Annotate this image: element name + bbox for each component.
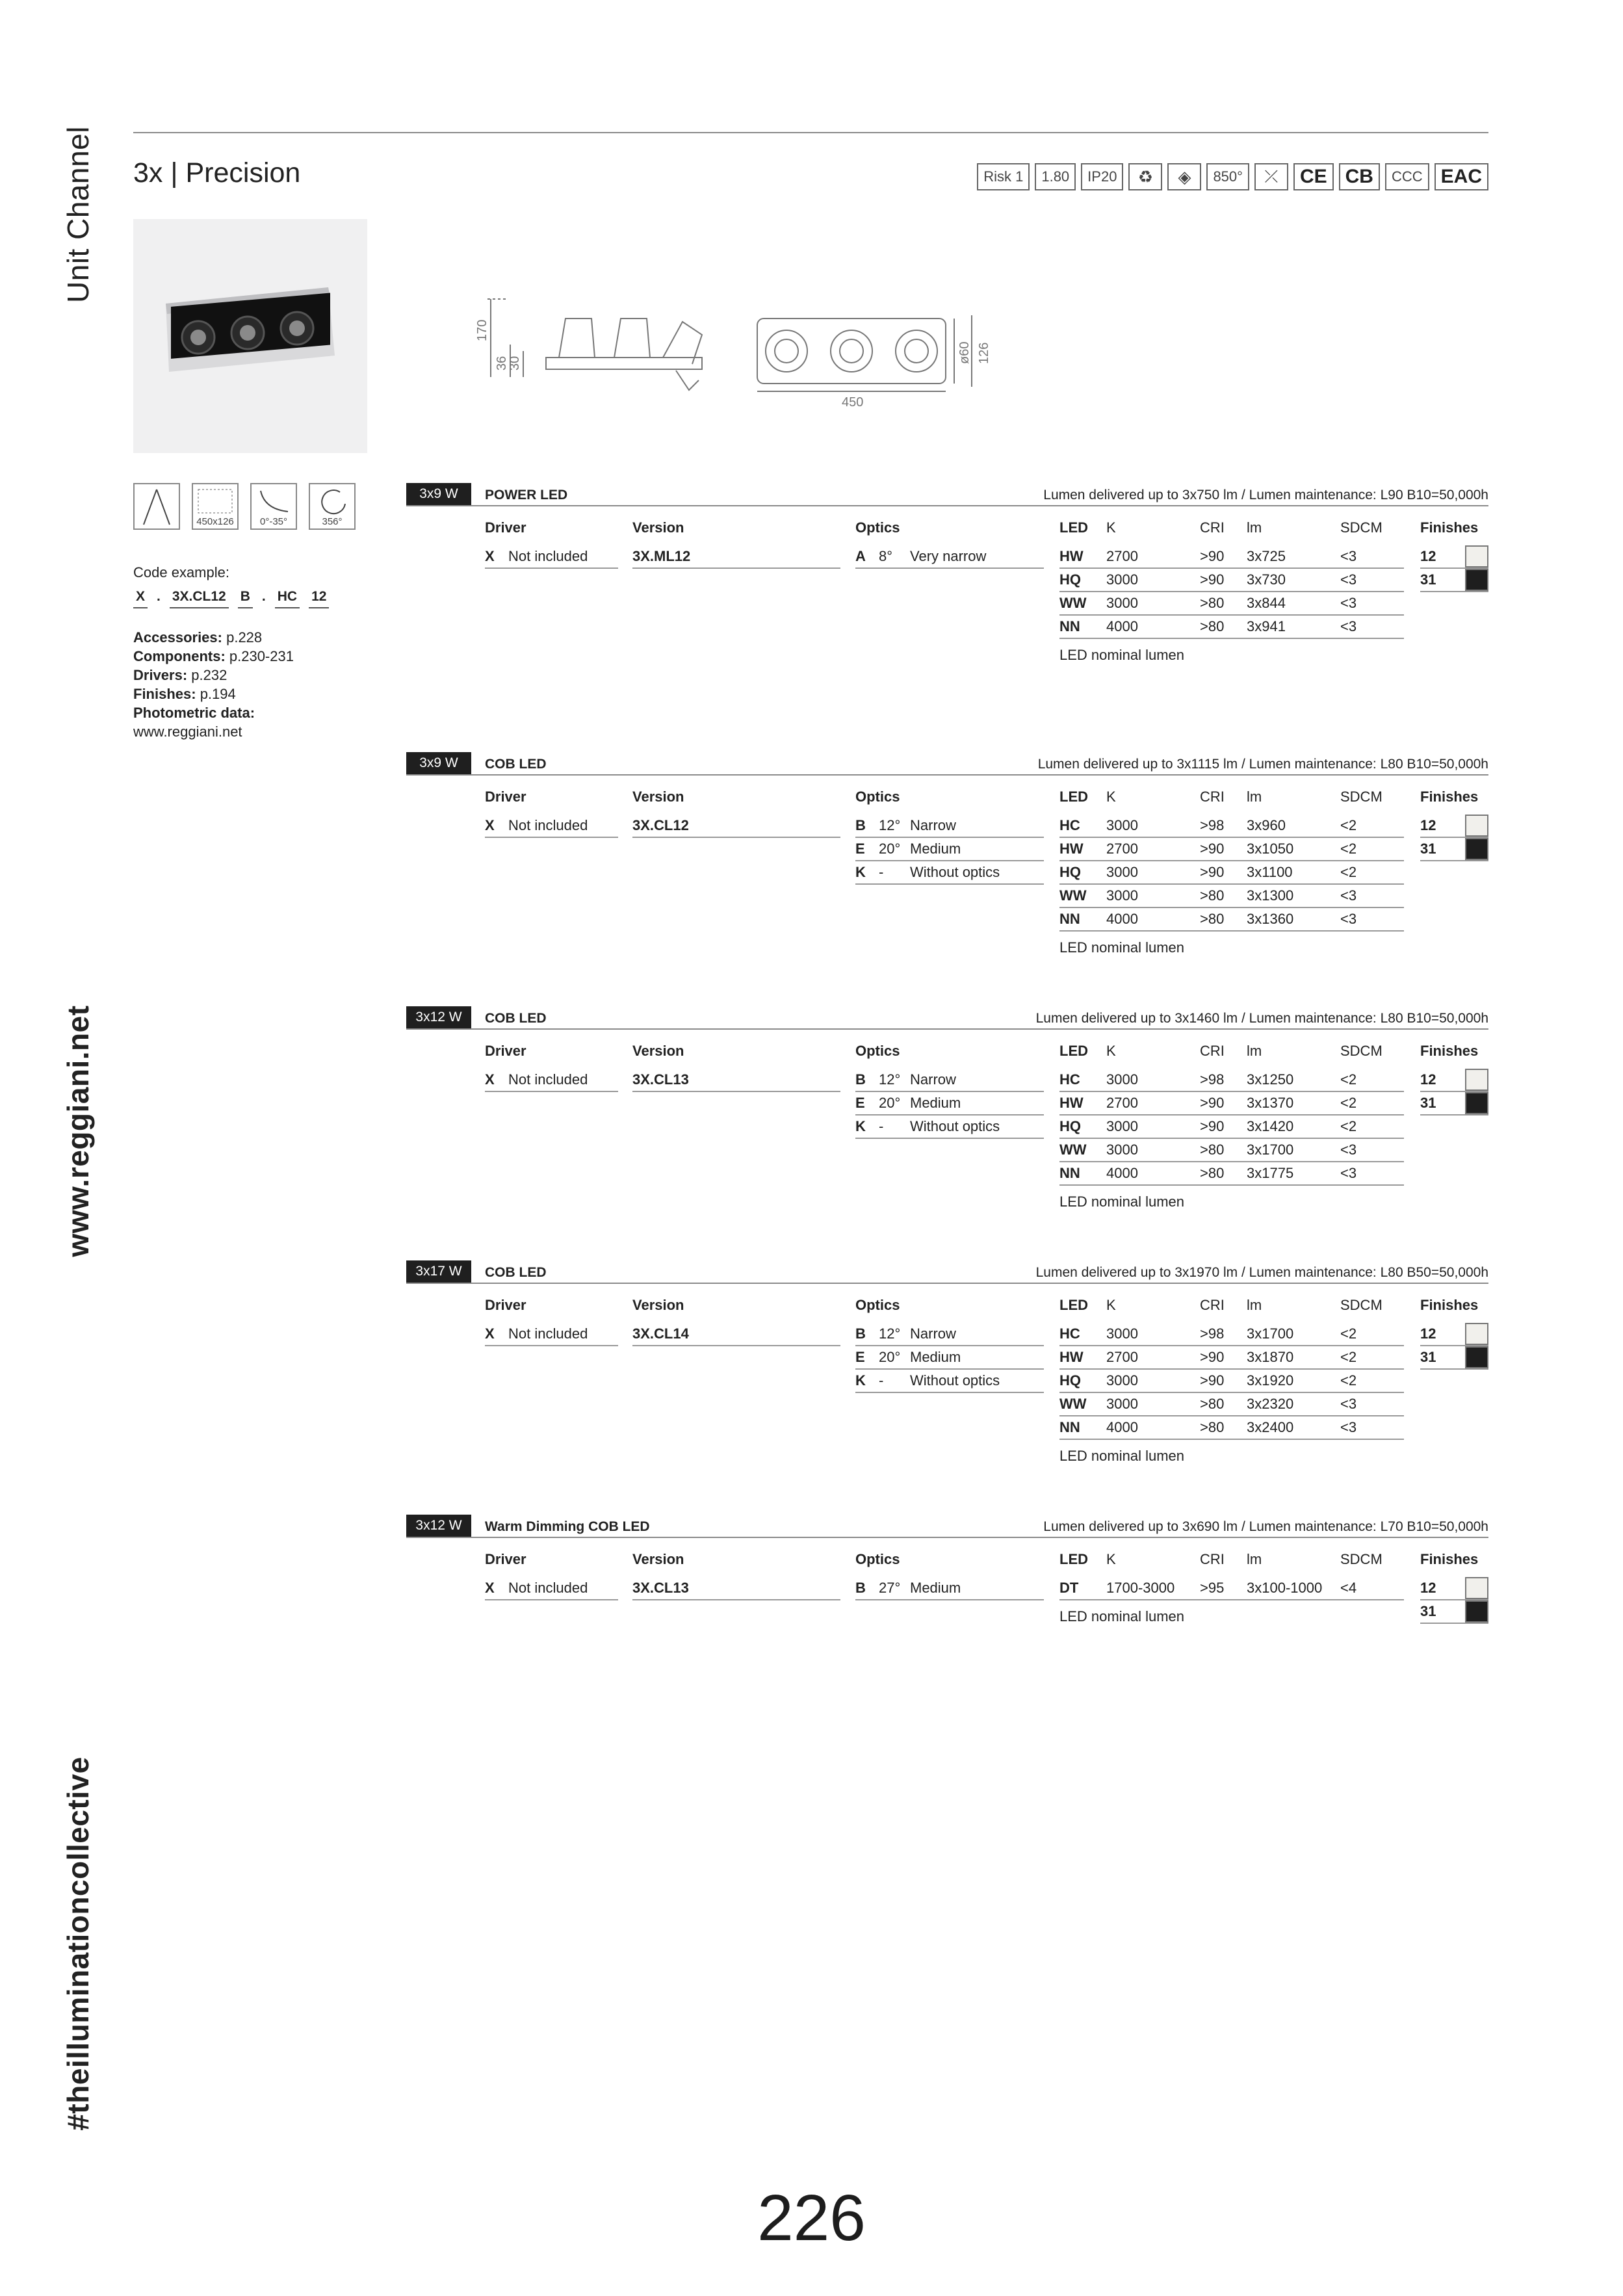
finish-swatch: [1465, 838, 1488, 860]
led-note: LED nominal lumen: [1059, 1194, 1184, 1210]
sidebar-website: www.reggiani.net: [61, 1005, 95, 1257]
dimension-height-b: 30: [508, 356, 522, 371]
led-row: WW 3000 >80 3x1300 <3: [1059, 885, 1404, 908]
led-row: HQ 3000 >90 3x730 <3: [1059, 569, 1404, 592]
recycle-icon: ♻: [1128, 163, 1162, 190]
led-header: LED K CRI lm SDCM: [1059, 1551, 1383, 1567]
drivers-ref: Drivers: p.232: [133, 667, 227, 683]
led-row: NN 4000 >80 3x1360 <3: [1059, 908, 1404, 932]
optics-column: [855, 519, 1044, 569]
cutout-size: 450x126: [196, 516, 234, 527]
section-header: [406, 1006, 1488, 1030]
power-tag: 3x12 W: [406, 1006, 471, 1028]
risk-badge: Risk 1: [977, 163, 1030, 190]
optics-row: E 20° Medium: [855, 838, 1044, 861]
code-led: HC: [275, 587, 300, 608]
led-column: [1059, 1297, 1404, 1465]
led-note: LED nominal lumen: [1059, 1608, 1184, 1624]
finish-swatch: [1465, 1092, 1488, 1114]
optics-header: Optics: [855, 1043, 900, 1059]
optics-row: B 27° Medium: [855, 1577, 1044, 1600]
version-header: Version: [632, 1297, 684, 1313]
dimension-diameter: ø60: [957, 341, 972, 364]
led-row: WW 3000 >80 3x2320 <3: [1059, 1393, 1404, 1416]
cutout-icon: [192, 483, 239, 530]
led-header: LED K CRI lm SDCM: [1059, 789, 1383, 805]
finishes-column: [1420, 1551, 1488, 1624]
beam-icon: [133, 483, 180, 530]
dimension-height: 170: [475, 319, 489, 341]
technical-drawing: [468, 280, 1020, 410]
section-title: Warm Dimming COB LED: [485, 1519, 650, 1534]
finish-swatch: [1465, 569, 1488, 591]
lumen-summary: Lumen delivered up to 3x750 lm / Lumen maintenance: L90 B10=50,000h: [1043, 488, 1488, 502]
finishes-column: [1420, 1297, 1488, 1370]
optics-header: Optics: [855, 789, 900, 805]
spec-section: [406, 1006, 1488, 1210]
finish-row: 31: [1420, 1346, 1488, 1370]
optics-row: K - Without optics: [855, 1115, 1044, 1139]
led-row: WW 3000 >80 3x844 <3: [1059, 592, 1404, 616]
version-column: [632, 1551, 840, 1600]
finishes-header: Finishes: [1420, 789, 1479, 805]
led-row: WW 3000 >80 3x1700 <3: [1059, 1139, 1404, 1162]
code-example-label: Code example:: [133, 564, 229, 581]
optics-row: A 8° Very narrow: [855, 545, 1044, 569]
code-driver: X: [133, 587, 148, 608]
dimension-depth: 126: [977, 342, 991, 364]
code-finish: 12: [309, 587, 329, 608]
section-header: [406, 1260, 1488, 1284]
rotation-icon: [309, 483, 356, 530]
sidebar-hashtag: #theilluminationcollective: [61, 1756, 95, 2131]
finish-row: 31: [1420, 838, 1488, 861]
spec-section: [406, 483, 1488, 663]
spec-section: [406, 752, 1488, 956]
version-row: 3X.CL13: [632, 1069, 840, 1092]
driver-header: Driver: [485, 519, 526, 536]
finishes-header: Finishes: [1420, 1551, 1479, 1567]
dimension-height-a: 36: [495, 356, 509, 371]
sidebar-category: Unit Channel: [61, 126, 95, 303]
spec-section: [406, 1515, 1488, 1624]
rotation-range: 356°: [322, 516, 343, 527]
product-info: [133, 563, 406, 741]
code-optics: B: [238, 587, 253, 608]
version-header: Version: [632, 1551, 684, 1567]
lumen-summary: Lumen delivered up to 3x1460 lm / Lumen maintenance: L80 B10=50,000h: [1035, 1011, 1488, 1026]
version-row: 3X.ML12: [632, 545, 840, 569]
led-row: HQ 3000 >90 3x1100 <2: [1059, 861, 1404, 885]
eac-badge: EAC: [1435, 163, 1488, 190]
version-header: Version: [632, 519, 684, 536]
driver-column: [485, 1043, 618, 1092]
led-row: HC 3000 >98 3x960 <2: [1059, 815, 1404, 838]
finish-row: 12: [1420, 1323, 1488, 1346]
led-header: LED K CRI lm SDCM: [1059, 1297, 1383, 1313]
version-column: [632, 1297, 840, 1346]
page-number: 226: [757, 2182, 866, 2254]
lumen-summary: Lumen delivered up to 3x1115 lm / Lumen maintenance: L80 B10=50,000h: [1037, 757, 1488, 772]
optics-column: [855, 1551, 1044, 1600]
optics-column: [855, 789, 1044, 885]
power-tag: 3x17 W: [406, 1260, 471, 1283]
led-column: [1059, 789, 1404, 956]
components-ref: Components: p.230-231: [133, 648, 294, 664]
finish-swatch: [1465, 1069, 1488, 1091]
led-row: HW 2700 >90 3x1370 <2: [1059, 1092, 1404, 1115]
led-row: DT 1700-3000 >95 3x100-1000 <4: [1059, 1577, 1404, 1600]
version-row: 3X.CL13: [632, 1577, 840, 1600]
feature-symbols: [133, 483, 356, 530]
optics-header: Optics: [855, 1297, 900, 1313]
version-row: 3X.CL12: [632, 815, 840, 838]
optics-column: [855, 1043, 1044, 1139]
driver-column: [485, 789, 618, 838]
driver-column: [485, 1551, 618, 1600]
no-cover-icon: ⤫: [1254, 163, 1288, 190]
led-column: [1059, 519, 1404, 664]
top-divider: [133, 132, 1488, 133]
driver-row: X Not included: [485, 1323, 618, 1346]
led-row: NN 4000 >80 3x1775 <3: [1059, 1162, 1404, 1186]
code-example: [133, 587, 406, 608]
power-tag: 3x9 W: [406, 752, 471, 774]
driver-header: Driver: [485, 1551, 526, 1567]
section-title: COB LED: [485, 1011, 547, 1026]
ccc-badge: CCC: [1385, 163, 1429, 190]
driver-column: [485, 1297, 618, 1346]
dimension-width: 450: [842, 395, 864, 410]
driver-row: X Not included: [485, 1069, 618, 1092]
page-title: 3x | Precision: [133, 157, 301, 189]
tilt-icon: [250, 483, 297, 530]
accessories-ref: Accessories: p.228: [133, 629, 263, 646]
photometric-ref: Photometric data:: [133, 705, 255, 721]
finish-row: 12: [1420, 1069, 1488, 1092]
finishes-column: [1420, 519, 1488, 592]
driver-header: Driver: [485, 1043, 526, 1059]
optics-column: [855, 1297, 1044, 1393]
led-header: LED K CRI lm SDCM: [1059, 1043, 1383, 1059]
finish-swatch: [1465, 1577, 1488, 1599]
finishes-header: Finishes: [1420, 519, 1479, 536]
optics-row: E 20° Medium: [855, 1092, 1044, 1115]
optics-row: E 20° Medium: [855, 1346, 1044, 1370]
ip-badge: IP20: [1081, 163, 1123, 190]
lumen-summary: Lumen delivered up to 3x1970 lm / Lumen maintenance: L80 B50=50,000h: [1035, 1265, 1488, 1280]
finish-swatch: [1465, 545, 1488, 567]
version-row: 3X.CL14: [632, 1323, 840, 1346]
finish-swatch: [1465, 1323, 1488, 1345]
cb-badge: CB: [1339, 163, 1380, 190]
version-header: Version: [632, 789, 684, 805]
finish-swatch: [1465, 815, 1488, 837]
finishes-header: Finishes: [1420, 1043, 1479, 1059]
ce-badge: CE: [1293, 163, 1334, 190]
driver-header: Driver: [485, 789, 526, 805]
led-header: LED K CRI lm SDCM: [1059, 519, 1383, 536]
class-icon: ◈: [1167, 163, 1201, 190]
driver-row: X Not included: [485, 1577, 618, 1600]
version-column: [632, 789, 840, 838]
finish-swatch: [1465, 1600, 1488, 1623]
finish-row: 12: [1420, 1577, 1488, 1600]
led-row: HQ 3000 >90 3x1420 <2: [1059, 1115, 1404, 1139]
glow-wire-badge: 850°: [1206, 163, 1249, 190]
certification-bar: [977, 163, 1488, 190]
lumen-summary: Lumen delivered up to 3x690 lm / Lumen maintenance: L70 B10=50,000h: [1043, 1519, 1488, 1534]
driver-header: Driver: [485, 1297, 526, 1313]
led-row: HQ 3000 >90 3x1920 <2: [1059, 1370, 1404, 1393]
optics-row: K - Without optics: [855, 861, 1044, 885]
finishes-header: Finishes: [1420, 1297, 1479, 1313]
led-row: HC 3000 >98 3x1250 <2: [1059, 1069, 1404, 1092]
version-column: [632, 1043, 840, 1092]
product-photo: [133, 219, 367, 453]
finish-row: 12: [1420, 545, 1488, 569]
driver-row: X Not included: [485, 815, 618, 838]
optics-row: B 12° Narrow: [855, 815, 1044, 838]
section-header: [406, 1515, 1488, 1538]
driver-column: [485, 519, 618, 569]
finish-row: 31: [1420, 569, 1488, 592]
led-row: HC 3000 >98 3x1700 <2: [1059, 1323, 1404, 1346]
finishes-column: [1420, 1043, 1488, 1115]
led-column: [1059, 1551, 1404, 1625]
optics-row: B 12° Narrow: [855, 1323, 1044, 1346]
section-header: [406, 752, 1488, 776]
finish-row: 31: [1420, 1600, 1488, 1624]
led-row: HW 2700 >90 3x725 <3: [1059, 545, 1404, 569]
finishes-ref: Finishes: p.194: [133, 686, 236, 702]
section-header: [406, 483, 1488, 506]
finish-swatch: [1465, 1346, 1488, 1368]
distance-badge: 1.80: [1035, 163, 1076, 190]
photometric-link: www.reggiani.net: [133, 724, 242, 740]
power-tag: 3x9 W: [406, 483, 471, 505]
code-version: 3X.CL12: [170, 587, 229, 608]
section-title: COB LED: [485, 757, 547, 772]
led-note: LED nominal lumen: [1059, 647, 1184, 663]
section-title: COB LED: [485, 1265, 547, 1280]
optics-row: B 12° Narrow: [855, 1069, 1044, 1092]
finish-row: 31: [1420, 1092, 1488, 1115]
led-row: NN 4000 >80 3x941 <3: [1059, 616, 1404, 639]
led-row: HW 2700 >90 3x1870 <2: [1059, 1346, 1404, 1370]
version-header: Version: [632, 1043, 684, 1059]
code-separator: .: [261, 589, 266, 604]
optics-header: Optics: [855, 519, 900, 536]
tilt-range: 0°-35°: [259, 516, 288, 527]
version-column: [632, 519, 840, 569]
optics-row: K - Without optics: [855, 1370, 1044, 1393]
led-row: NN 4000 >80 3x2400 <3: [1059, 1416, 1404, 1440]
led-note: LED nominal lumen: [1059, 1448, 1184, 1464]
finish-row: 12: [1420, 815, 1488, 838]
spec-section: [406, 1260, 1488, 1464]
led-note: LED nominal lumen: [1059, 939, 1184, 956]
driver-row: X Not included: [485, 545, 618, 569]
power-tag: 3x12 W: [406, 1515, 471, 1537]
optics-header: Optics: [855, 1551, 900, 1567]
led-row: HW 2700 >90 3x1050 <2: [1059, 838, 1404, 861]
finishes-column: [1420, 789, 1488, 861]
code-separator: .: [157, 589, 161, 604]
section-title: POWER LED: [485, 488, 568, 502]
led-column: [1059, 1043, 1404, 1210]
